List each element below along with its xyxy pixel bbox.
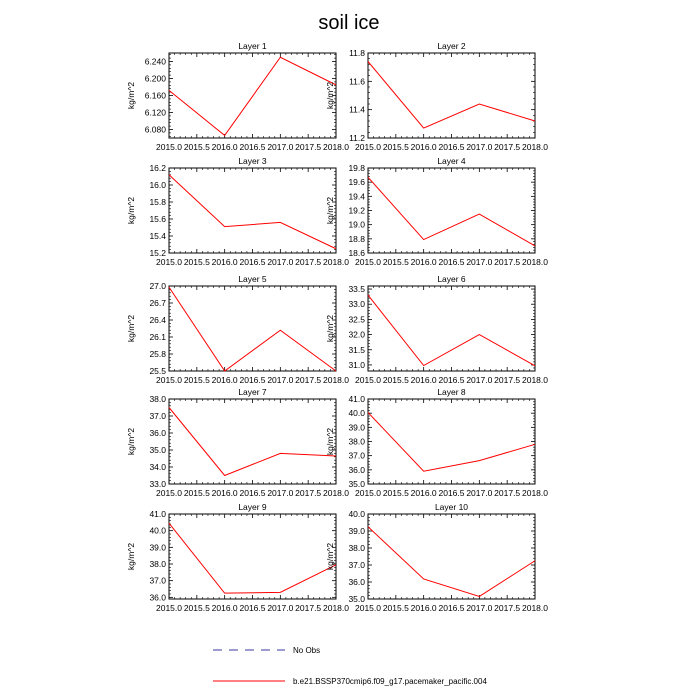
x-tick-label: 2017.0 xyxy=(466,142,493,152)
x-tick-label: 2017.0 xyxy=(466,375,493,385)
y-tick-label: 19.2 xyxy=(348,205,365,216)
y-tick-label: 35.0 xyxy=(149,445,166,455)
y-tick-label: 15.2 xyxy=(149,248,166,258)
plot-frame xyxy=(368,514,535,599)
panel-title: Layer 1 xyxy=(238,41,267,51)
panel-layer-5 xyxy=(126,274,349,385)
series-line xyxy=(169,523,336,593)
panel-title: Layer 6 xyxy=(437,274,466,284)
y-tick-label: 18.8 xyxy=(348,233,365,244)
y-axis-label: kg/m^2 xyxy=(325,427,335,456)
y-tick-label: 33.5 xyxy=(348,284,365,295)
y-tick-label: 27.0 xyxy=(149,281,166,291)
series-line xyxy=(368,177,535,246)
panel-title: Layer 4 xyxy=(437,156,466,166)
y-tick-label: 38.0 xyxy=(348,543,365,553)
y-axis-label: kg/m^2 xyxy=(126,314,136,343)
y-tick-label: 16.0 xyxy=(149,180,166,190)
x-tick-label: 2015.5 xyxy=(183,257,210,267)
y-tick-label: 6.160 xyxy=(144,90,166,101)
panel-layer-10 xyxy=(325,502,548,613)
plot-frame xyxy=(169,399,336,484)
y-tick-label: 31.5 xyxy=(348,344,365,355)
panel-title: Layer 7 xyxy=(238,387,267,397)
legend-model-label: b.e21.BSSP370cmip6.f09_g17.pacemaker_pacific.004 xyxy=(293,677,487,686)
panel-title: Layer 8 xyxy=(437,387,466,397)
x-tick-label: 2016.0 xyxy=(410,375,437,385)
y-tick-label: 19.0 xyxy=(348,219,365,230)
y-tick-label: 11.6 xyxy=(349,76,365,87)
y-tick-label: 19.8 xyxy=(348,163,365,173)
x-tick-label: 2016.5 xyxy=(438,603,465,613)
x-tick-label: 2016.0 xyxy=(410,257,437,267)
x-tick-label: 2016.5 xyxy=(239,375,266,385)
y-tick-label: 19.6 xyxy=(348,177,365,188)
y-tick-label: 40.0 xyxy=(348,408,365,419)
x-tick-label: 2017.5 xyxy=(494,257,521,267)
x-tick-label: 2015.5 xyxy=(382,142,409,152)
panel-layer-1 xyxy=(126,41,349,152)
y-tick-label: 25.8 xyxy=(149,349,166,359)
x-tick-label: 2017.5 xyxy=(494,603,521,613)
x-tick-label: 2015.0 xyxy=(156,603,182,613)
x-tick-label: 2018.0 xyxy=(522,375,548,385)
y-axis-label: kg/m^2 xyxy=(325,81,335,110)
series-line xyxy=(368,412,535,471)
x-tick-label: 2016.5 xyxy=(438,257,465,267)
y-tick-label: 33.0 xyxy=(348,299,365,310)
x-tick-label: 2018.0 xyxy=(323,488,349,498)
x-tick-label: 2017.0 xyxy=(267,142,294,152)
panels xyxy=(126,41,548,613)
y-tick-label: 26.7 xyxy=(149,298,166,308)
x-tick-label: 2018.0 xyxy=(522,488,548,498)
y-tick-label: 40.0 xyxy=(348,509,365,519)
x-tick-label: 2015.5 xyxy=(183,603,210,613)
series-line xyxy=(169,287,336,371)
x-tick-label: 2017.0 xyxy=(267,257,294,267)
panel-title: Layer 2 xyxy=(437,41,466,51)
panel-layer-2 xyxy=(325,41,548,152)
y-tick-label: 15.6 xyxy=(149,214,166,224)
x-tick-label: 2018.0 xyxy=(522,257,548,267)
y-tick-label: 36.0 xyxy=(348,464,365,475)
x-tick-label: 2015.0 xyxy=(355,257,381,267)
series-line xyxy=(169,57,336,135)
x-tick-label: 2017.5 xyxy=(295,603,322,613)
x-tick-label: 2015.5 xyxy=(382,603,409,613)
y-tick-label: 41.0 xyxy=(348,394,365,404)
x-tick-label: 2017.0 xyxy=(466,257,493,267)
series-line xyxy=(368,527,535,597)
x-tick-label: 2016.5 xyxy=(239,142,266,152)
y-axis-label: kg/m^2 xyxy=(126,196,136,225)
x-tick-label: 2017.5 xyxy=(494,142,521,152)
x-tick-label: 2015.0 xyxy=(355,488,381,498)
x-tick-label: 2015.0 xyxy=(156,488,182,498)
x-tick-label: 2015.0 xyxy=(355,142,381,152)
x-tick-label: 2018.0 xyxy=(323,603,349,613)
y-tick-label: 37.0 xyxy=(149,575,166,586)
y-tick-label: 39.0 xyxy=(348,422,365,433)
y-tick-label: 38.0 xyxy=(149,559,166,569)
y-tick-label: 11.2 xyxy=(349,133,365,143)
x-tick-label: 2018.0 xyxy=(522,142,548,152)
y-tick-label: 39.0 xyxy=(149,542,166,553)
panel-layer-8 xyxy=(325,387,548,498)
x-tick-label: 2015.0 xyxy=(156,142,182,152)
y-tick-label: 18.6 xyxy=(348,248,365,258)
x-tick-label: 2016.0 xyxy=(211,257,238,267)
x-tick-label: 2015.5 xyxy=(183,488,210,498)
legend xyxy=(213,646,487,686)
y-tick-label: 32.5 xyxy=(348,314,365,325)
x-tick-label: 2016.5 xyxy=(239,603,266,613)
x-tick-label: 2017.0 xyxy=(267,488,294,498)
y-tick-label: 37.0 xyxy=(348,560,365,570)
y-tick-label: 31.0 xyxy=(348,359,365,370)
x-tick-label: 2017.5 xyxy=(295,488,322,498)
y-tick-label: 6.120 xyxy=(144,107,166,118)
y-tick-label: 38.0 xyxy=(348,436,365,447)
x-tick-label: 2017.5 xyxy=(494,488,521,498)
x-tick-label: 2018.0 xyxy=(323,375,349,385)
y-tick-label: 41.0 xyxy=(149,509,166,519)
y-tick-label: 6.080 xyxy=(144,124,166,135)
x-tick-label: 2016.5 xyxy=(438,142,465,152)
series-line xyxy=(169,408,336,476)
panel-layer-9 xyxy=(126,502,349,613)
y-tick-label: 25.5 xyxy=(149,366,166,376)
plot-frame xyxy=(169,514,336,599)
series-line xyxy=(368,295,535,366)
y-axis-label: kg/m^2 xyxy=(126,427,136,456)
x-tick-label: 2015.5 xyxy=(183,142,210,152)
y-tick-label: 33.0 xyxy=(149,479,166,489)
y-axis-label: kg/m^2 xyxy=(325,196,335,225)
y-axis-label: kg/m^2 xyxy=(126,81,136,110)
x-tick-label: 2017.0 xyxy=(466,488,493,498)
y-tick-label: 11.4 xyxy=(349,104,365,115)
y-tick-label: 11.8 xyxy=(349,48,365,58)
x-tick-label: 2018.0 xyxy=(323,142,349,152)
plot-frame xyxy=(169,168,336,253)
y-tick-label: 36.0 xyxy=(149,428,166,438)
x-tick-label: 2016.0 xyxy=(211,375,238,385)
x-tick-label: 2016.0 xyxy=(410,142,437,152)
y-tick-label: 36.0 xyxy=(149,592,166,603)
x-tick-label: 2017.0 xyxy=(267,603,294,613)
y-tick-label: 19.4 xyxy=(348,191,365,202)
x-tick-label: 2016.0 xyxy=(211,142,238,152)
x-tick-label: 2017.5 xyxy=(494,375,521,385)
plot-frame xyxy=(368,168,535,253)
y-tick-label: 35.0 xyxy=(348,594,365,604)
figure-title: soil ice xyxy=(318,12,380,34)
y-tick-label: 6.240 xyxy=(144,56,166,67)
x-tick-label: 2015.0 xyxy=(156,257,182,267)
y-tick-label: 15.4 xyxy=(149,231,166,241)
plot-frame xyxy=(368,53,535,138)
x-tick-label: 2017.0 xyxy=(267,375,294,385)
y-tick-label: 6.200 xyxy=(144,73,166,84)
x-tick-label: 2016.0 xyxy=(410,488,437,498)
panel-title: Layer 3 xyxy=(238,156,267,166)
y-axis-label: kg/m^2 xyxy=(325,542,335,571)
x-tick-label: 2018.0 xyxy=(522,603,548,613)
x-tick-label: 2015.5 xyxy=(382,257,409,267)
y-tick-label: 16.2 xyxy=(149,163,166,173)
x-tick-label: 2015.5 xyxy=(382,375,409,385)
y-tick-label: 36.0 xyxy=(348,577,365,587)
panel-title: Layer 9 xyxy=(238,502,267,512)
y-axis-label: kg/m^2 xyxy=(126,542,136,571)
x-tick-label: 2015.0 xyxy=(156,375,182,385)
panel-layer-4 xyxy=(325,156,548,267)
x-tick-label: 2016.5 xyxy=(438,488,465,498)
y-tick-label: 37.0 xyxy=(348,450,365,461)
x-tick-label: 2017.5 xyxy=(295,142,322,152)
x-tick-label: 2016.5 xyxy=(239,488,266,498)
y-tick-label: 39.0 xyxy=(348,526,365,536)
x-tick-label: 2017.5 xyxy=(295,257,322,267)
x-tick-label: 2016.5 xyxy=(239,257,266,267)
plot-frame xyxy=(368,286,535,371)
plot-frame xyxy=(368,399,535,484)
panel-layer-6 xyxy=(325,274,548,385)
x-tick-label: 2016.5 xyxy=(438,375,465,385)
x-tick-label: 2015.0 xyxy=(355,603,381,613)
x-tick-label: 2015.0 xyxy=(355,375,381,385)
x-tick-label: 2015.5 xyxy=(382,488,409,498)
panel-title: Layer 10 xyxy=(434,502,469,512)
y-tick-label: 26.1 xyxy=(149,332,166,342)
legend-obs-label: No Obs xyxy=(293,646,321,655)
x-tick-label: 2016.0 xyxy=(211,603,238,613)
y-tick-label: 38.0 xyxy=(149,394,166,404)
series-line xyxy=(368,62,535,129)
series-line xyxy=(169,175,336,249)
panel-layer-7 xyxy=(126,387,349,498)
x-tick-label: 2017.0 xyxy=(466,603,493,613)
x-tick-label: 2016.0 xyxy=(211,488,238,498)
plot-frame xyxy=(169,286,336,371)
x-tick-label: 2015.5 xyxy=(183,375,210,385)
panel-layer-3 xyxy=(126,156,349,267)
x-tick-label: 2016.0 xyxy=(410,603,437,613)
y-tick-label: 34.0 xyxy=(149,462,166,472)
y-tick-label: 15.8 xyxy=(149,197,166,207)
y-tick-label: 37.0 xyxy=(149,411,166,421)
y-tick-label: 32.0 xyxy=(348,329,365,340)
y-tick-label: 26.4 xyxy=(149,315,166,325)
y-axis-label: kg/m^2 xyxy=(325,314,335,343)
panel-title: Layer 5 xyxy=(238,274,267,284)
x-tick-label: 2017.5 xyxy=(295,375,322,385)
y-tick-label: 40.0 xyxy=(149,525,166,536)
y-tick-label: 35.0 xyxy=(348,479,365,489)
x-tick-label: 2018.0 xyxy=(323,257,349,267)
